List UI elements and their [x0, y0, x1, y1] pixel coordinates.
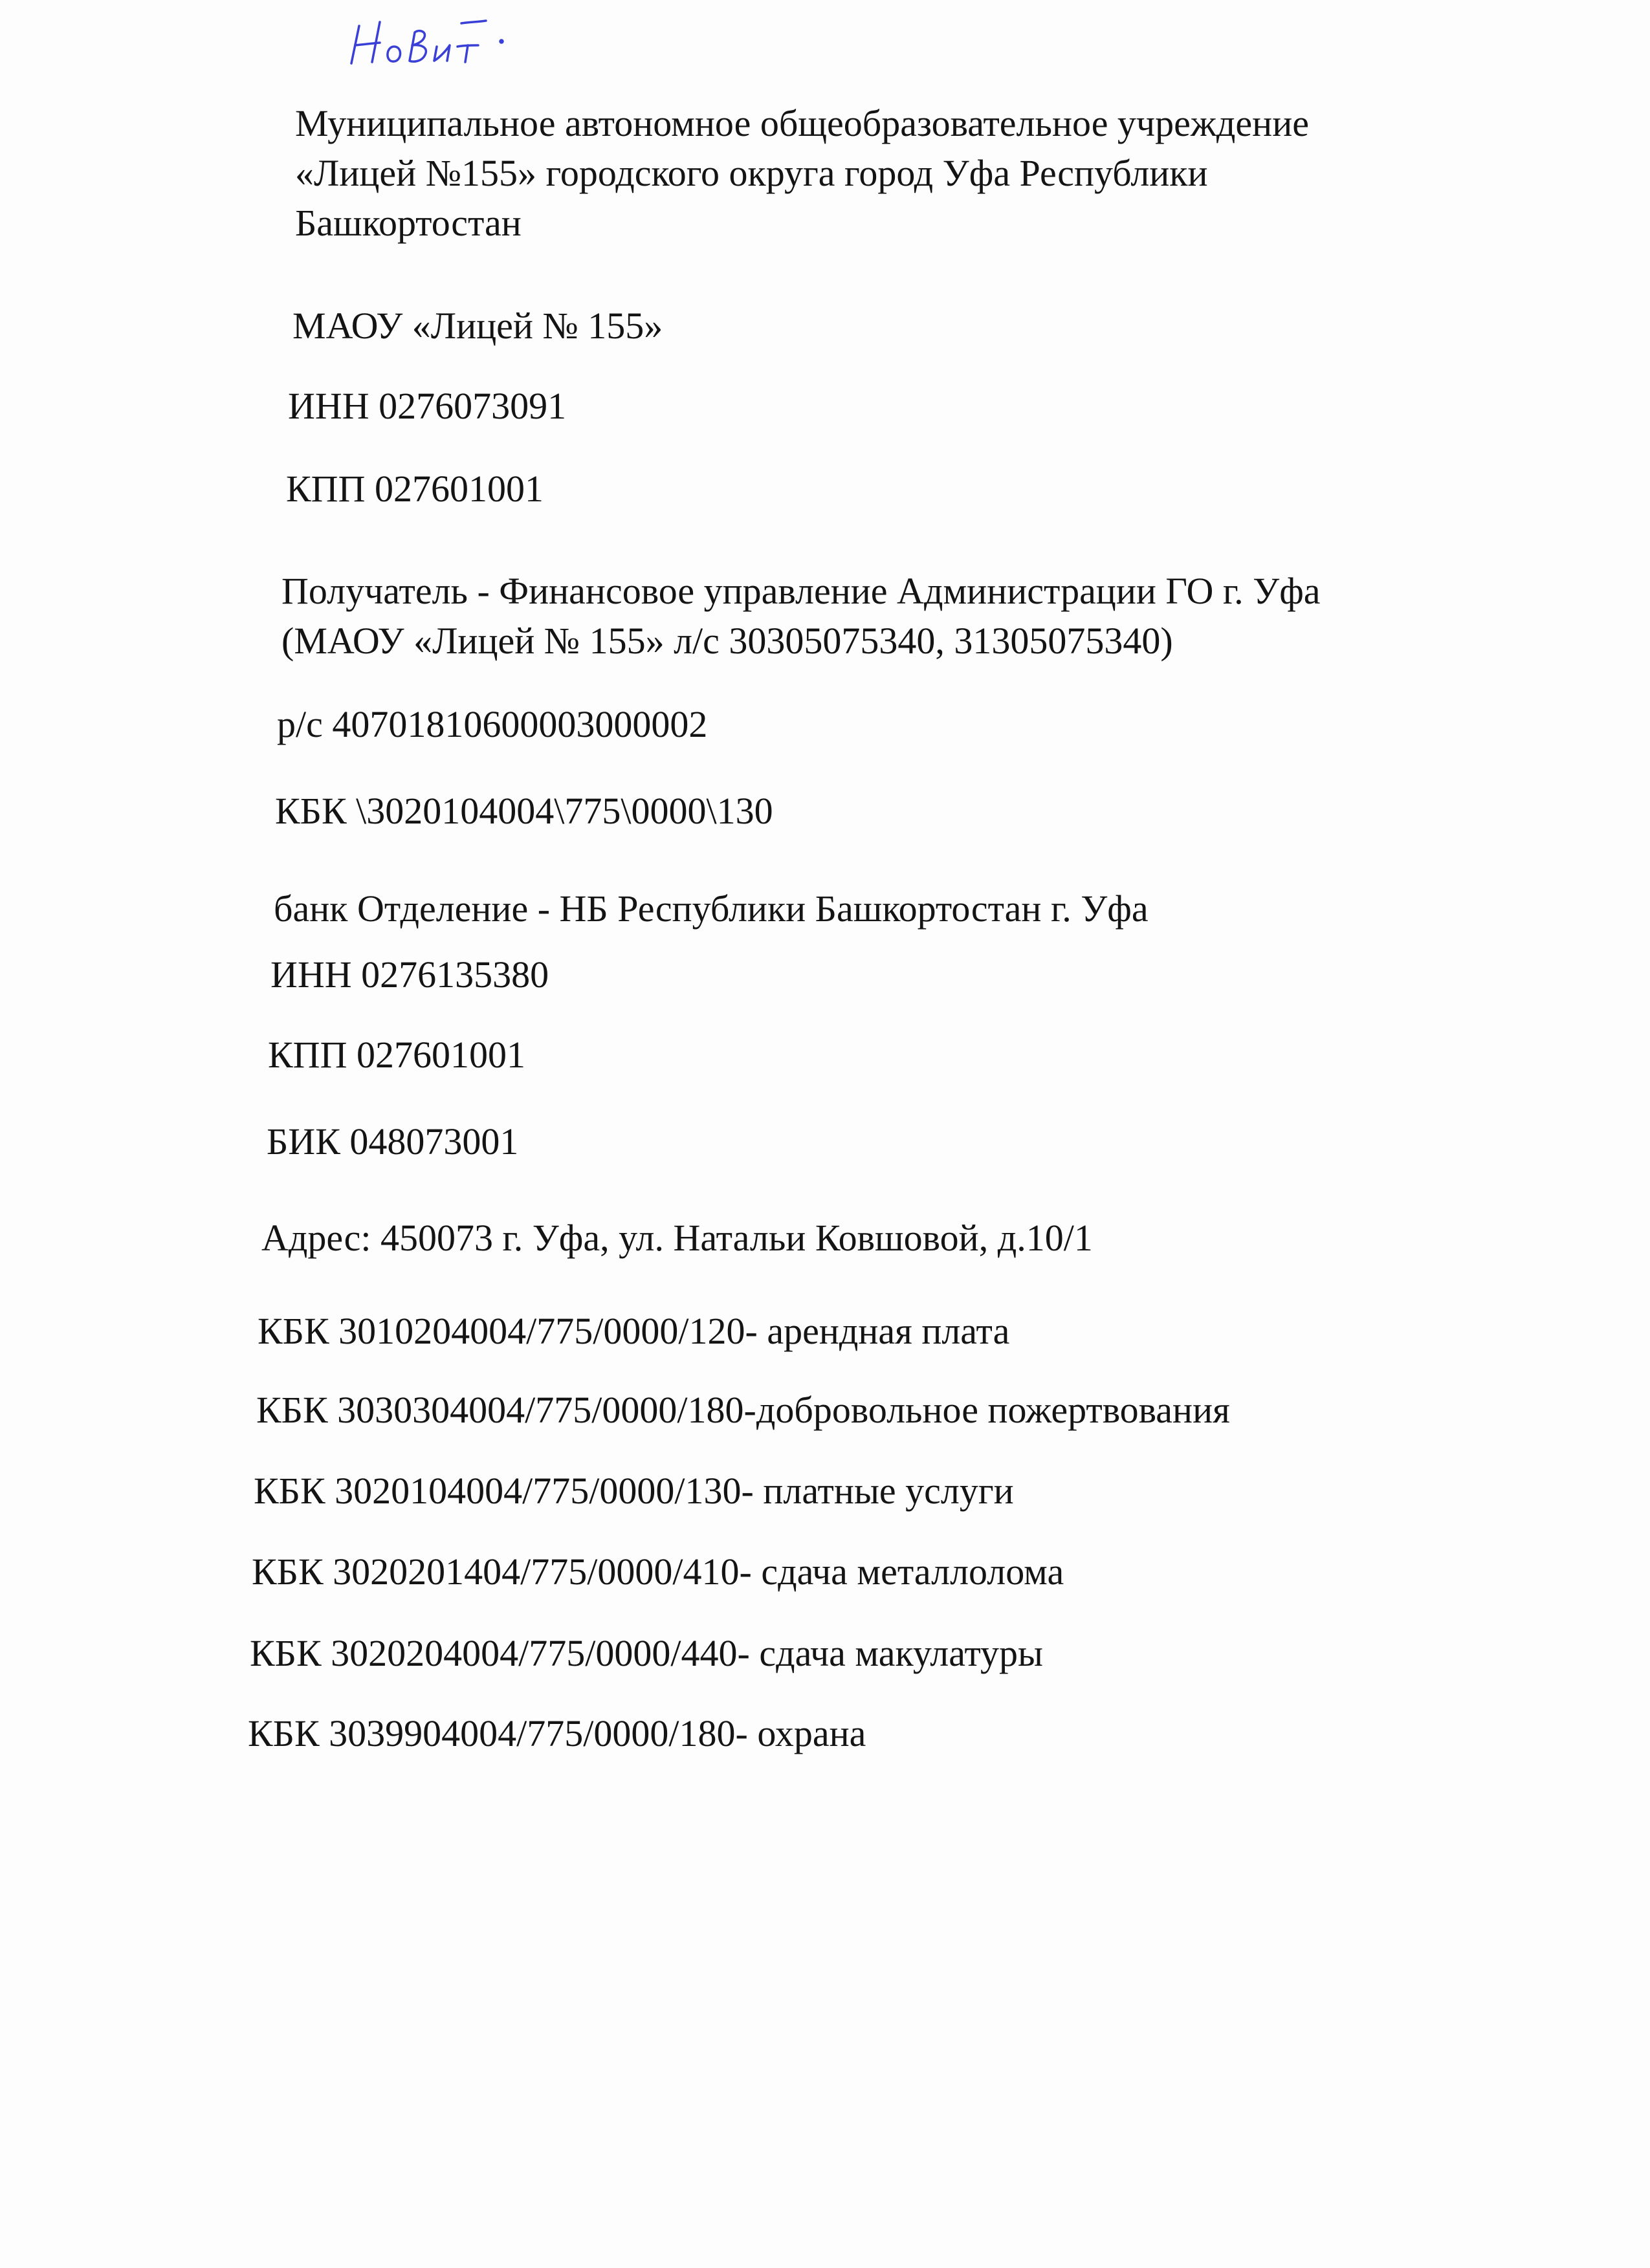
recipient [281, 566, 1321, 666]
bank-inn: ИНН 0276135380 [270, 954, 549, 996]
kbk-list-item: КБК 3030304004/775/0000/180-добровольное пожертвования [256, 1389, 1230, 1431]
short-name: МАОУ «Лицей № 155» [292, 305, 663, 347]
kbk-list-item: КБК 3010204004/775/0000/120- арендная плата [258, 1310, 1010, 1352]
settlement-account: р/с 40701810600003000002 [277, 703, 708, 745]
kbk-list-item: КБК 3020204004/775/0000/440- сдача макулатуры [250, 1632, 1044, 1674]
bank-bik: БИК 048073001 [267, 1120, 519, 1162]
org-name-line-3: Башкортостан [295, 202, 522, 244]
org-kpp: КПП 027601001 [286, 468, 544, 510]
bank-name: банк Отделение - НБ Республики Башкортостан г. Уфа [274, 888, 1149, 930]
handwritten-annotation [340, 6, 508, 78]
org-name-line-2: «Лицей №155» городского округа город Уфа Республики [295, 152, 1208, 194]
org-name-line-1: Муниципальное автономное общеобразовательное учреждение [295, 102, 1309, 144]
kbk-list-item: КБК 3039904004/775/0000/180- охрана [248, 1712, 866, 1754]
address: Адрес: 450073 г. Уфа, ул. Натальи Ковшовой, д.10/1 [261, 1217, 1093, 1259]
kbk-list-item: КБК 3020201404/775/0000/410- сдача металлолома [252, 1551, 1064, 1593]
kbk-main: КБК \3020104004\775\0000\130 [275, 790, 773, 832]
recipient-line-1: Получатель - Финансовое управление Администрации ГО г. Уфа [281, 570, 1321, 612]
organization-name [295, 98, 1309, 248]
kbk-list-item: КБК 3020104004/775/0000/130- платные услуги [254, 1470, 1014, 1512]
org-inn: ИНН 0276073091 [288, 385, 567, 427]
recipient-line-2: (МАОУ «Лицей № 155» л/с 30305075340, 31305075340) [281, 620, 1173, 662]
bank-kpp: КПП 027601001 [268, 1034, 525, 1076]
